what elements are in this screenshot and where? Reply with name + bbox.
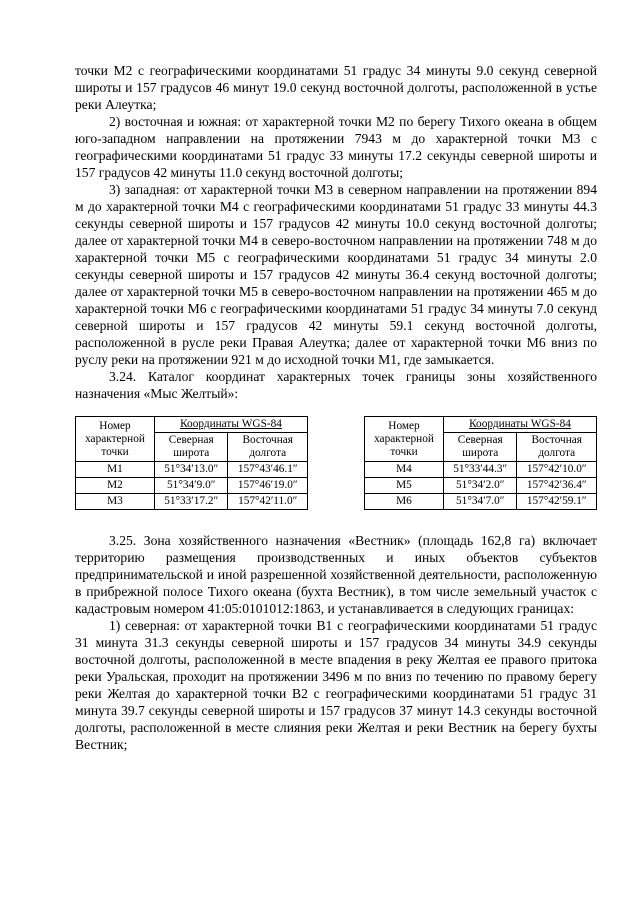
header-point-number: Номер характерной точки (365, 417, 444, 462)
header-latitude: Северная широта (155, 433, 228, 462)
coordinate-table-right (364, 416, 597, 510)
longitude-cell: 157°42′11.0″ (228, 494, 308, 510)
paragraph-north-boundary: 1) северная: от характерной точки В1 с географическими координатами 51 градус 31 минута 31.3 секунды северной широты и 157 градусов 34 минуты 34.9 секунды восточной долготы, расположенной в месте впадения в реку Желтая ее правого притока реки Уральская, проходит на протяжении 3496 м по вниз по течению по правому берегу реки Желтая до характерной точки В2 с географическими координатами 51 градус 31 минута 39.7 секунды северной широты и 157 градусов 37 минут 14.3 секунды восточной долготы, расположенной в месте слияния реки Желтая и реки Вестник на берегу бухты Вестник; (75, 618, 597, 752)
table-row (365, 462, 597, 478)
coordinate-tables (75, 416, 597, 510)
point-cell: М6 (365, 494, 444, 510)
latitude-cell: 51°33′44.3″ (444, 462, 517, 478)
header-point-number: Номер характерной точки (76, 417, 155, 462)
longitude-cell: 157°42′59.1″ (517, 494, 597, 510)
point-cell: М3 (76, 494, 155, 510)
longitude-cell: 157°42′36.4″ (517, 478, 597, 494)
latitude-cell: 51°34′2.0″ (444, 478, 517, 494)
paragraph-m2-end: точки М2 с географическими координатами 51 градус 34 минуты 9.0 секунд северной широты и 157 градусов 46 минут 19.0 секунд восточной долготы, расположенной в устье реки Алеутка; (75, 63, 597, 112)
latitude-cell: 51°33′17.2″ (155, 494, 228, 510)
table-row (365, 478, 597, 494)
latitude-cell: 51°34′13.0″ (155, 462, 228, 478)
longitude-cell: 157°43′46.1″ (228, 462, 308, 478)
paragraph-catalog-heading: 3.24. Каталог координат характерных точек границы зоны хозяйственного назначения «Мыс Желтый»: (75, 369, 597, 401)
point-cell: М2 (76, 478, 155, 494)
table-row (365, 494, 597, 510)
latitude-cell: 51°34′7.0″ (444, 494, 517, 510)
longitude-cell: 157°46′19.0″ (228, 478, 308, 494)
point-cell: М1 (76, 462, 155, 478)
latitude-cell: 51°34′9.0″ (155, 478, 228, 494)
paragraph-zone-vestnik: 3.25. Зона хозяйственного назначения «Вестник» (площадь 162,8 га) включает территорию размещения производственных и иных объектов субъектов предпринимательской и иной разрешенной хозяйственной деятельности, расположенную в прибрежной полосе Тихого океана (бухта Вестник), в том числе земельный участок с кадастровым номером 41:05:0101012:1863, и устанавливается в следующих границах: (75, 533, 597, 616)
longitude-cell: 157°42′10.0″ (517, 462, 597, 478)
document-page (75, 62, 597, 753)
paragraph-west-boundary: 3) западная: от характерной точки М3 в северном направлении на протяжении 894 м до характерной точки М4 с географическими координатами 51 градус 33 минуты 44.3 секунды северной широты и 157 градусов 42 минуты 10.0 секунд восточной долготы; далее от характерной точки М4 в северо-восточном направлении на протяжении 748 м до характерной точки М5 с географическими координатами 51 градус 34 минуты 2.0 секунды северной широты и 157 градусов 42 минуты 36.4 секунд восточной долготы; далее от характерной точки М5 в северо-восточном направлении на протяжении 465 м до характерной точки М6 с географическими координатами 51 градус 34 минуты 7.0 секунд северной широты и 157 градусов 42 минуты 59.1 секунд восточной долготы, расположенной в русле реки Правая Алеутка; далее от характерной точки М6 вниз по руслу реки на протяжении 921 м до исходной точки М1, где замыкается. (75, 182, 597, 367)
table-row (76, 462, 308, 478)
table-row (76, 494, 308, 510)
paragraph-east-south-boundary: 2) восточная и южная: от характерной точки М2 по берегу Тихого океана в общем юго-западном направлении на протяжении 7943 м до характерной точки М3 с географическими координатами 51 градус 33 минуты 17.2 секунды северной широты и 157 градусов 42 минуты 11.0 секунд восточной долготы; (75, 114, 597, 180)
coordinate-table-left (75, 416, 308, 510)
header-longitude: Восточная долгота (517, 433, 597, 462)
point-cell: М5 (365, 478, 444, 494)
header-coordinates: Координаты WGS-84 (155, 417, 308, 433)
header-longitude: Восточная долгота (228, 433, 308, 462)
header-latitude: Северная широта (444, 433, 517, 462)
table-row (76, 478, 308, 494)
point-cell: М4 (365, 462, 444, 478)
header-coordinates: Координаты WGS-84 (444, 417, 597, 433)
